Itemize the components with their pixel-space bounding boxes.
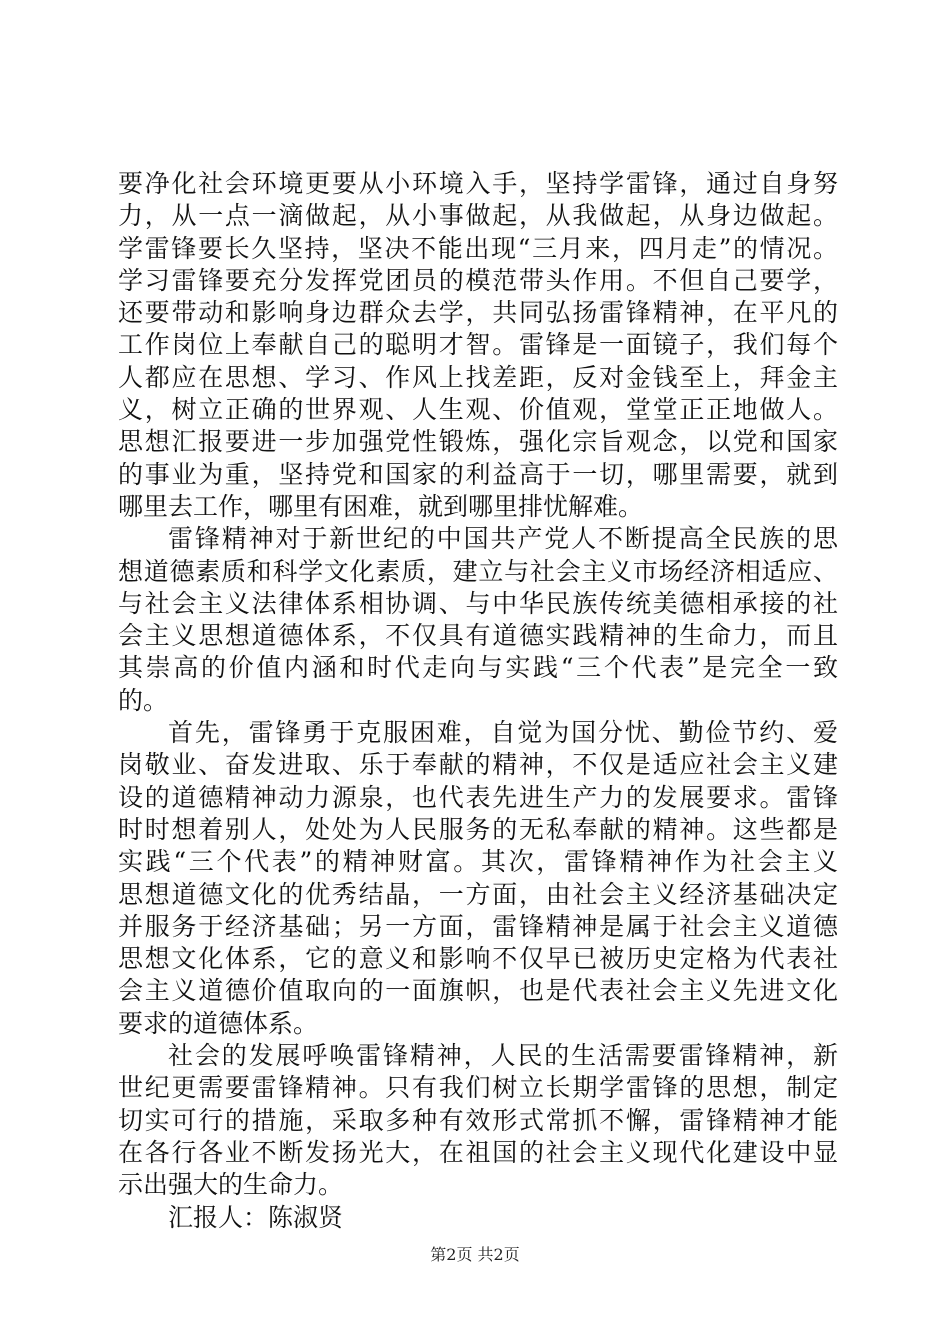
text-line: 的事业为重，坚持党和国家的利益高于一切，哪里需要，就到 xyxy=(118,459,838,489)
text-line: 汇报人：陈淑贤 xyxy=(168,1202,344,1232)
text-line: 思想汇报要进一步加强党性锻炼，强化宗旨观念，以党和国家 xyxy=(118,427,838,457)
text-line: 要求的道德体系。 xyxy=(118,1008,319,1038)
text-line: 学习雷锋要充分发挥党团员的模范带头作用。不但自己要学， xyxy=(118,265,838,295)
text-line: 工作岗位上奉献自己的聪明才智。雷锋是一面镜子，我们每个 xyxy=(118,330,838,360)
text-line: 与社会主义法律体系相协调、与中华民族传统美德相承接的社 xyxy=(118,588,838,618)
text-line: 思想文化体系，它的意义和影响不仅早已被历史定格为代表社 xyxy=(118,944,838,974)
text-line: 想道德素质和科学文化素质，建立与社会主义市场经济相适应、 xyxy=(118,556,838,586)
text-line: 首先，雷锋勇于克服困难，自觉为国分忧、勤俭节约、爱 xyxy=(168,718,838,748)
text-line: 时时想着别人，处处为人民服务的无私奉献的精神。这些都是 xyxy=(118,814,838,844)
page-footer: 第2页 共2页 xyxy=(430,1245,520,1264)
text-line: 实践“三个代表”的精神财富。其次，雷锋精神作为社会主义 xyxy=(118,847,838,877)
text-line: 的。 xyxy=(118,685,169,715)
text-line: 世纪更需要雷锋精神。只有我们树立长期学雷锋的思想，制定 xyxy=(118,1073,838,1103)
text-line: 要净化社会环境更要从小环境入手，坚持学雷锋，通过自身努 xyxy=(118,169,838,198)
text-line: 人都应在思想、学习、作风上找差距，反对金钱至上，拜金主 xyxy=(118,362,838,392)
text-line: 岗敬业、奋发进取、乐于奉献的精神，不仅是适应社会主义建 xyxy=(118,750,838,780)
text-line: 其崇高的价值内涵和时代走向与实践“三个代表”是完全一致 xyxy=(118,653,838,683)
text-line: 会主义思想道德体系，不仅具有道德实践精神的生命力，而且 xyxy=(118,621,838,651)
text-line: 示出强大的生命力。 xyxy=(118,1170,344,1200)
text-line: 设的道德精神动力源泉，也代表先进生产力的发展要求。雷锋 xyxy=(118,782,838,812)
text-line: 还要带动和影响身边群众去学，共同弘扬雷锋精神，在平凡的 xyxy=(118,298,838,328)
text-line: 在各行各业不断发扬光大，在祖国的社会主义现代化建设中显 xyxy=(118,1137,838,1167)
text-line: 并服务于经济基础；另一方面，雷锋精神是属于社会主义道德 xyxy=(118,911,838,941)
text-line: 哪里去工作，哪里有困难，就到哪里排忧解难。 xyxy=(118,491,644,521)
text-line: 义，树立正确的世界观、人生观、价值观，堂堂正正地做人。 xyxy=(118,395,838,425)
text-line: 思想道德文化的优秀结晶，一方面，由社会主义经济基础决定 xyxy=(118,879,838,909)
document-body xyxy=(118,168,838,1234)
text-line: 社会的发展呼唤雷锋精神，人民的生活需要雷锋精神，新 xyxy=(168,1041,838,1071)
text-line: 学雷锋要长久坚持，坚决不能出现“三月来，四月走”的情况。 xyxy=(118,233,838,263)
text-line: 力，从一点一滴做起，从小事做起，从我做起，从身边做起。 xyxy=(118,201,838,231)
text-line: 雷锋精神对于新世纪的中国共产党人不断提高全民族的思 xyxy=(168,524,838,554)
text-line: 会主义道德价值取向的一面旗帜，也是代表社会主义先进文化 xyxy=(118,976,838,1006)
text-line: 切实可行的措施，采取多种有效形式常抓不懈，雷锋精神才能 xyxy=(118,1105,838,1135)
